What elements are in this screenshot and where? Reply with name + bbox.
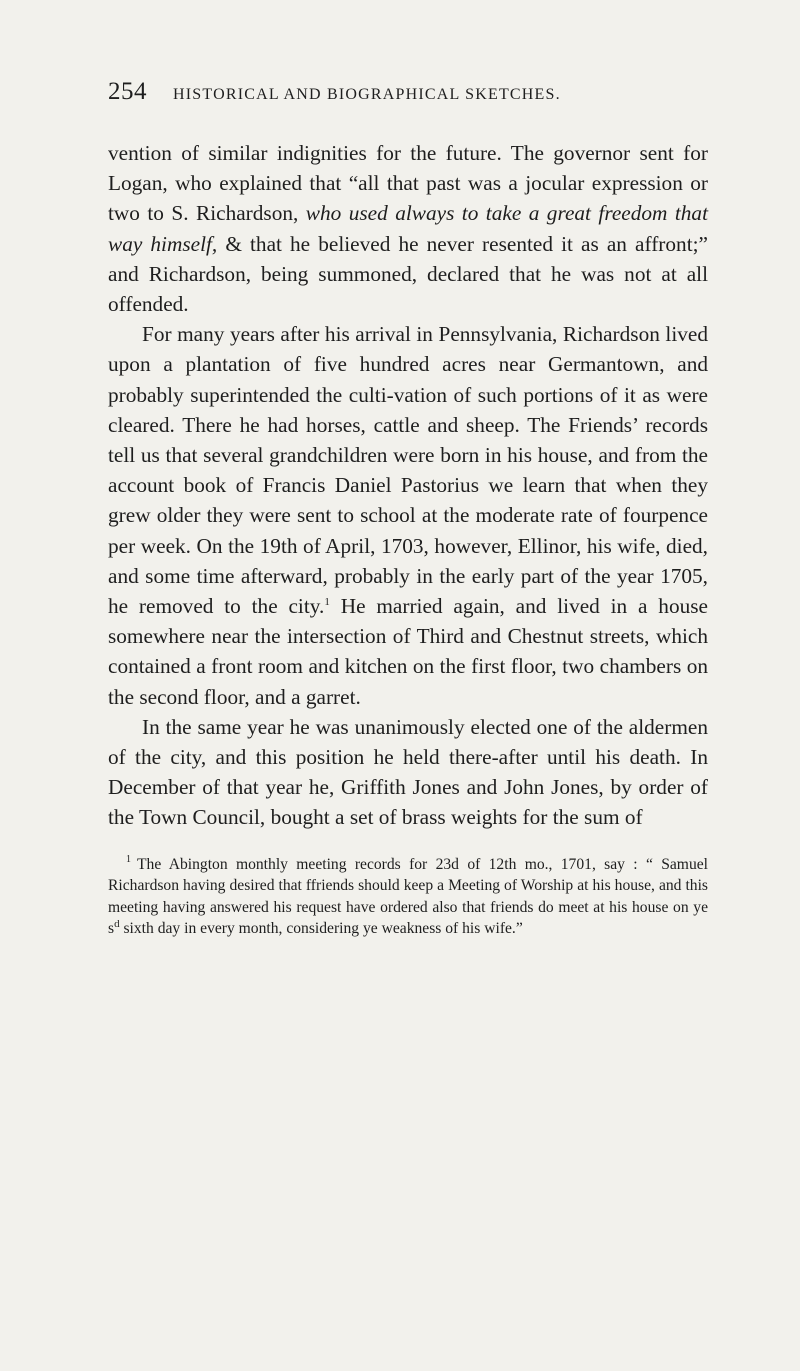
paragraph-2-text-b: He married again, and lived in a house somewhere near the intersection of Third and Chestnut streets, which contained a front room and kitchen on the first floor, two chambers on the second floor, and a garret.: [108, 594, 708, 709]
paragraph-3-text: In the same year he was unanimously elected one of the aldermen of the city, and this position he held there-after until his death. In December of that year he, Griffith Jones and John Jones, by order of the Town Council, bought a set of brass weights for the sum of: [108, 714, 708, 830]
footnote: [108, 854, 708, 940]
body-text: [108, 138, 708, 833]
paragraph-1-italic-quote: who used always to take a great freedom that way himself,: [108, 201, 708, 256]
paragraph-3: [108, 712, 708, 833]
running-head: [108, 78, 708, 118]
paragraph-1-text-b: & that he believed he never resented it as an affront;” and Richardson, being summoned, declared that he was not at all offended.: [108, 231, 708, 317]
page-number: 254: [108, 78, 147, 105]
book-page: [108, 78, 708, 940]
footnote-mark: 1: [126, 854, 131, 866]
paragraph-2: [108, 319, 708, 712]
running-title: HISTORICAL AND BIOGRAPHICAL SKETCHES.: [173, 86, 561, 103]
footnote-superscript: d: [114, 918, 120, 931]
paragraph-1-text-a: vention of similar indignities for the future. The governor sent for Logan, who explained that “all that past was a jocular expression or two to S. Richardson,: [108, 141, 708, 226]
footnote-text-end: sixth day in every month, considering ye weakness of his wife.”: [119, 920, 523, 938]
footnote-reference: 1: [324, 595, 330, 608]
footnote-text: The Abington monthly meeting records for 23d of 12th mo., 1701, say : “ Samuel Richardson having desired that ffriends should keep a Meeting of Worship at his house, and this meeting having answered his request have ordered also that friends do meet at his house on ye s: [108, 855, 708, 938]
paragraph-2-text-a: For many years after his arrival in Pennsylvania, Richardson lived upon a plantation of five hundred acres near Germantown, and probably superintended the culti-vation of such portions of it as were cleared. There he had horses, cattle and sheep. The Friends’ records tell us that several grandchildren were born in his house, and from the account book of Francis Daniel Pastorius we learn that when they grew older they were sent to school at the moderate rate of fourpence per week. On the 19th of April, 1703, however, Ellinor, his wife, died, and some time afterward, probably in the early part of the year 1705, he removed to the city.: [108, 322, 708, 619]
paragraph-1: [108, 138, 708, 319]
